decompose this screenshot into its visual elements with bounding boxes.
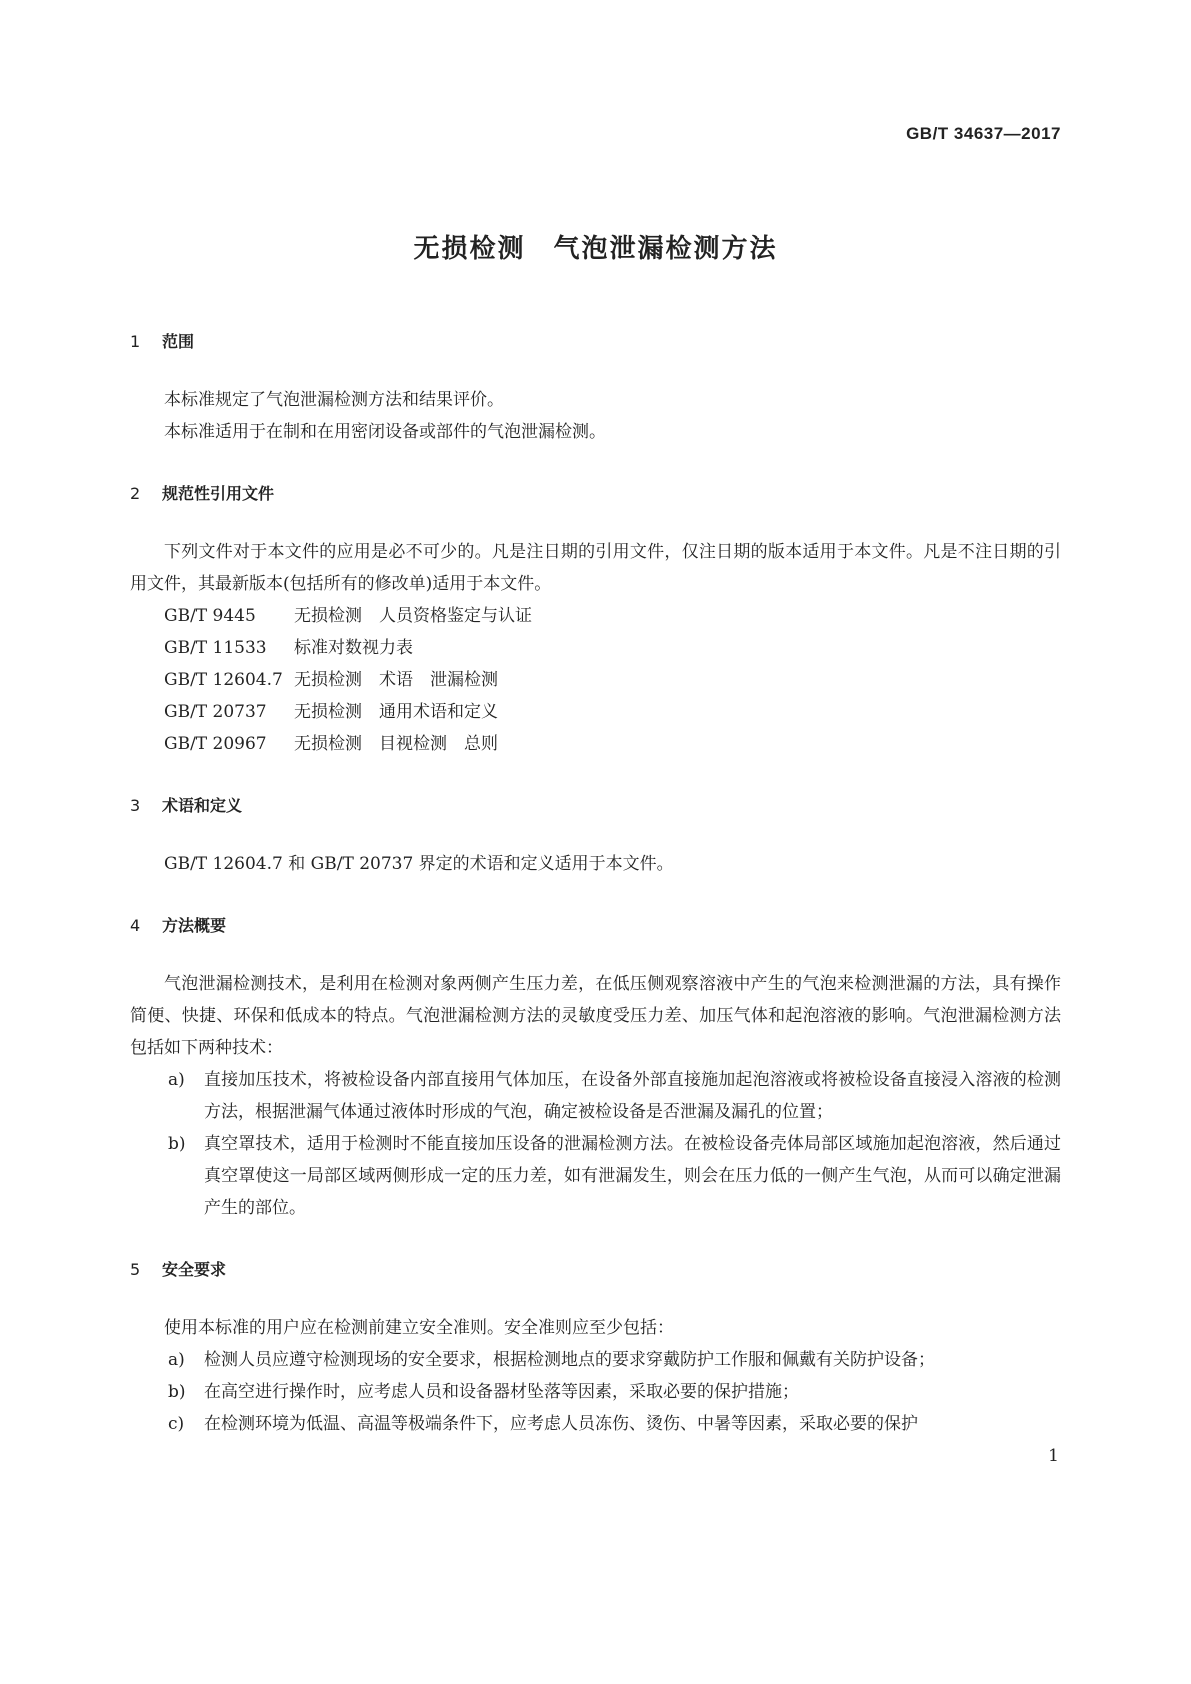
scope-paragraph: 本标准适用于在制和在用密闭设备或部件的气泡泄漏检测。 [164,422,606,442]
list-item [130,1128,1061,1224]
section-number: 5 [130,1260,141,1279]
section-title: 规范性引用文件 [162,484,275,503]
reference-title: 标准对数视力表 [294,638,413,658]
section-heading-normative-references [130,478,1061,510]
method-intro: 气泡泄漏检测技术，是利用在检测对象两侧产生压力差，在低压侧观察溶液中产生的气泡来检测泄漏的方法，具有操作简便、快捷、环保和低成本的特点。气泡泄漏检测方法的灵敏度受压力差、加压气体和起泡溶液的影响。气泡泄漏检测方法包括如下两种技术： [130,974,1061,1058]
safety-list [130,1344,1061,1440]
section-number: 1 [130,332,141,351]
list-item [130,1064,1061,1128]
section-title: 方法概要 [162,916,227,935]
section-heading-terms [130,790,1061,822]
standard-code: GB/T 34637—2017 [906,124,1061,143]
reference-code: GB/T 11533 [164,638,267,658]
list-item [130,1344,1061,1376]
reference-title: 无损检测 术语 泄漏检测 [294,670,498,690]
list-item-text: 在检测环境为低温、高温等极端条件下，应考虑人员冻伤、烫伤、中暑等因素，采取必要的保护 [204,1414,918,1434]
document-title: 无损检测 气泡泄漏检测方法 [413,234,778,264]
section-title: 术语和定义 [162,796,243,815]
method-list [130,1064,1061,1224]
terms-paragraph: GB/T 12604.7 和 GB/T 20737 界定的术语和定义适用于本文件。 [164,854,674,874]
reference-title: 无损检测 通用术语和定义 [294,702,498,722]
list-marker: b) [168,1134,186,1154]
list-item-text: 直接加压技术，将被检设备内部直接用气体加压，在设备外部直接施加起泡溶液或将被检设备直接浸入溶液的检测方法，根据泄漏气体通过液体时形成的气泡，确定被检设备是否泄漏及漏孔的位置； [204,1070,1061,1122]
reference-item [130,728,1061,760]
list-item [130,1408,1061,1440]
section-heading-safety [130,1254,1061,1286]
list-marker: c) [168,1414,185,1434]
list-marker: a) [168,1350,185,1370]
reference-code: GB/T 20737 [164,702,267,722]
list-item [130,1376,1061,1408]
list-marker: b) [168,1382,186,1402]
reference-item [130,632,1061,664]
references-intro: 下列文件对于本文件的应用是必不可少的。凡是注日期的引用文件，仅注日期的版本适用于本文件。凡是不注日期的引用文件，其最新版本(包括所有的修改单)适用于本文件。 [130,542,1061,594]
section-number: 4 [130,916,141,935]
scope-paragraph: 本标准规定了气泡泄漏检测方法和结果评价。 [164,390,504,410]
safety-intro: 使用本标准的用户应在检测前建立安全准则。安全准则应至少包括： [164,1318,674,1338]
document-body [130,326,1061,1440]
list-item-text: 在高空进行操作时，应考虑人员和设备器材坠落等因素，采取必要的保护措施； [204,1382,799,1402]
list-item-text: 真空罩技术，适用于检测时不能直接加压设备的泄漏检测方法。在被检设备壳体局部区域施加起泡溶液，然后通过真空罩使这一局部区域两侧形成一定的压力差，如有泄漏发生，则会在压力低的一侧产生气泡，从而可以确定泄漏产生的部位。 [204,1134,1061,1218]
reference-code: GB/T 20967 [164,734,267,754]
section-title: 范围 [162,332,195,351]
reference-item [130,696,1061,728]
reference-title: 无损检测 人员资格鉴定与认证 [294,606,532,626]
reference-code: GB/T 9445 [164,606,256,626]
reference-item [130,664,1061,696]
page-number: 1 [1048,1446,1059,1466]
reference-title: 无损检测 目视检测 总则 [294,734,498,754]
reference-code: GB/T 12604.7 [164,670,283,690]
section-heading-method-summary [130,910,1061,942]
section-number: 3 [130,796,141,815]
section-heading-scope [130,326,1061,358]
list-item-text: 检测人员应遵守检测现场的安全要求，根据检测地点的要求穿戴防护工作服和佩戴有关防护设备； [204,1350,935,1370]
list-marker: a) [168,1070,185,1090]
reference-item [130,600,1061,632]
section-number: 2 [130,484,141,503]
section-title: 安全要求 [162,1260,227,1279]
